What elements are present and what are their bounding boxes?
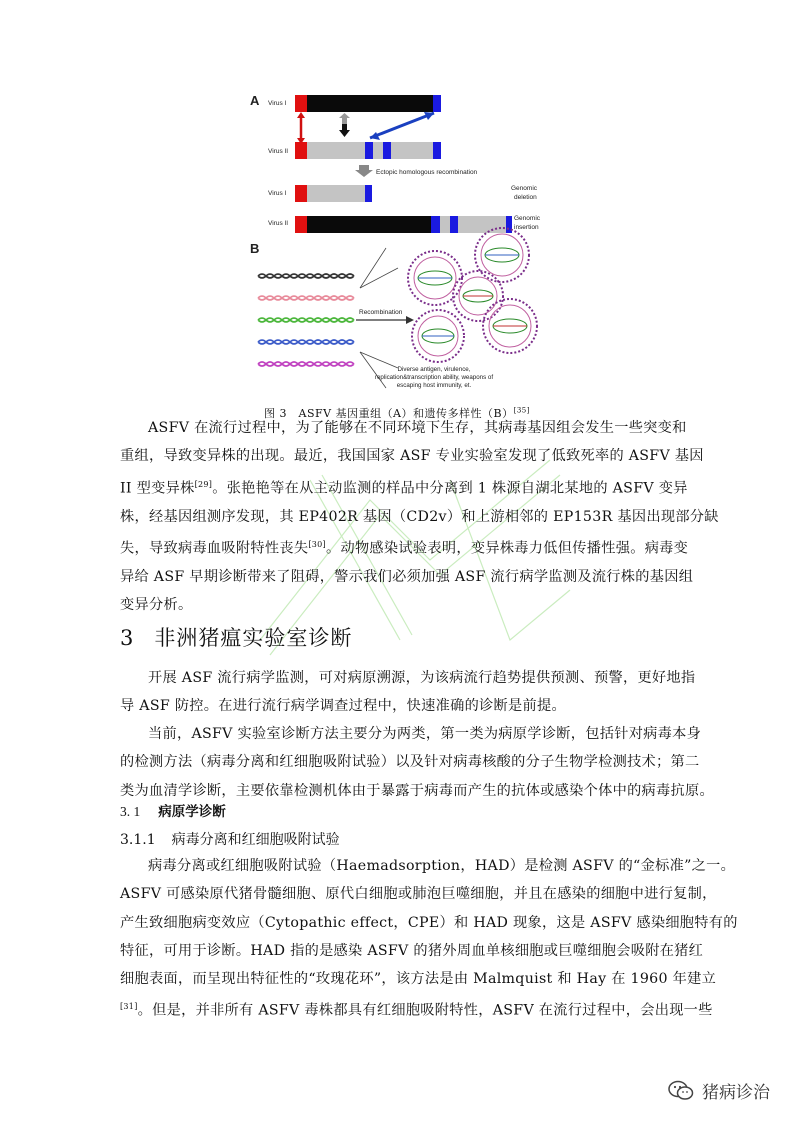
diverse-line-1: Diverse antigen, virulence, — [397, 366, 471, 373]
panel-a-label: A — [250, 93, 260, 108]
recombination-arrow — [356, 316, 414, 324]
deletion-genome-bar — [295, 185, 372, 202]
recombination-arrows — [297, 112, 434, 144]
panel-b-label: B — [250, 241, 260, 256]
diverse-line-3: escaping host immunity, et. — [396, 382, 472, 389]
virus2-inserted-label: Virus II — [268, 220, 289, 227]
recombination-label: Recombination — [359, 309, 403, 316]
virus2-label: Virus II — [268, 148, 289, 155]
paragraph-1: ASFV 在流行过程中，为了能够在不同环境下生存，其病毒基因组会发生一些突变和 重组，导致变异株的出现。最近，我国国家 ASF 专业实验室发现了低致死率的 ASFV 基因 II 型变异株[29]。张艳艳等在从主动监测的样品中分离到 1 株源自湖北某地的 ASFV 变异 株，经基因组测序发现，其 EP402R 基因（CD2v）和上游相邻的 EP153R 基因出现部分缺 失，导致病毒血吸附特性丧失[30]。动物感染试验表明，变异株毒力低但传播性强。病毒变 异给 ASF 早期诊断带来了阻碍，警示我们必须加强 ASF 流行病学监测及流行株的基因组 变异分析。 — [120, 420, 719, 614]
virus1-label: Virus I — [268, 100, 287, 107]
section-3-1-1-heading: 3.1.1 病毒分离和红细胞吸附试验 — [120, 832, 340, 848]
fan-lines — [360, 248, 398, 388]
paragraph-2: 开展 ASF 流行病学监测，可对病原溯源，为该病流行趋势提供预测、预警，更好地指 导 ASF 防控。在进行流行病学调查过程中，快速准确的诊断是前提。 — [120, 670, 696, 715]
footer-brand — [668, 1078, 770, 1103]
section-3-heading: 3 非洲猪瘟实验室诊断 — [120, 626, 353, 650]
virus1-deleted-label: Virus I — [268, 190, 287, 197]
caption-ref: [35] — [513, 406, 530, 415]
virus2-genome-bar — [295, 142, 441, 159]
footer-brand-label: 猪病诊治 — [702, 1083, 770, 1103]
down-arrow-icon — [355, 165, 373, 177]
dna-strands — [258, 274, 354, 366]
figure-3 — [248, 88, 548, 398]
virus1-genome-bar — [295, 95, 441, 112]
wechat-icon — [668, 1080, 694, 1102]
paragraph-3: 当前，ASFV 实验室诊断方法主要分为两类，第一类为病原学诊断，包括针对病毒本身 的检测方法（病毒分离和红细胞吸附试验）以及针对病毒核酸的分子生物学检测技术；第二 类为血清学诊断，主要依靠检测机体由于暴露于病毒而产生的抗体或感染个体中的病毒抗原。 — [120, 726, 714, 799]
genomic-insertion-label-1: Genomic — [514, 215, 541, 222]
ectopic-label: Ectopic homologous recombination — [376, 169, 478, 176]
figure-caption: 图 3 ASFV 基因重组（A）和遗传多样性（B）[35] — [264, 406, 530, 420]
paragraph-4: 病毒分离或红细胞吸附试验（Haemadsorption，HAD）是检测 ASFV 的“金标准”之一。 ASFV 可感染原代猪骨髓细胞、原代白细胞或肺泡巨噬细胞，并且在感染的细胞中进行复制， 产生致细胞病变效应（Cytopathic effect，CPE）和 HAD 现象，这是 ASFV 感染细胞特有的 特征，可用于诊断。HAD 指的是感染 ASFV 的猪外周血单核细胞或巨噬细胞会吸附在猪红 细胞表面，而呈现出特征性的“玫瑰花环”，该方法是由 Malmquist 和 Hay 在 1960 年建立 [31]。但是，并非所有 ASFV 毒株都具有红细胞吸附特性，ASFV 在流行过程中，会出现一些 — [120, 858, 738, 1020]
diverse-line-2: replication&transcription ability, weapons of — [374, 374, 494, 381]
genomic-deletion-label-2: deletion — [514, 194, 537, 201]
genomic-insertion-label-2: insertion — [514, 224, 539, 231]
section-3-1-heading: 3. 1 病原学诊断 — [120, 804, 226, 820]
virion-cells — [408, 228, 537, 362]
genomic-deletion-label-1: Genomic — [511, 185, 538, 192]
insertion-genome-bar — [295, 216, 512, 233]
